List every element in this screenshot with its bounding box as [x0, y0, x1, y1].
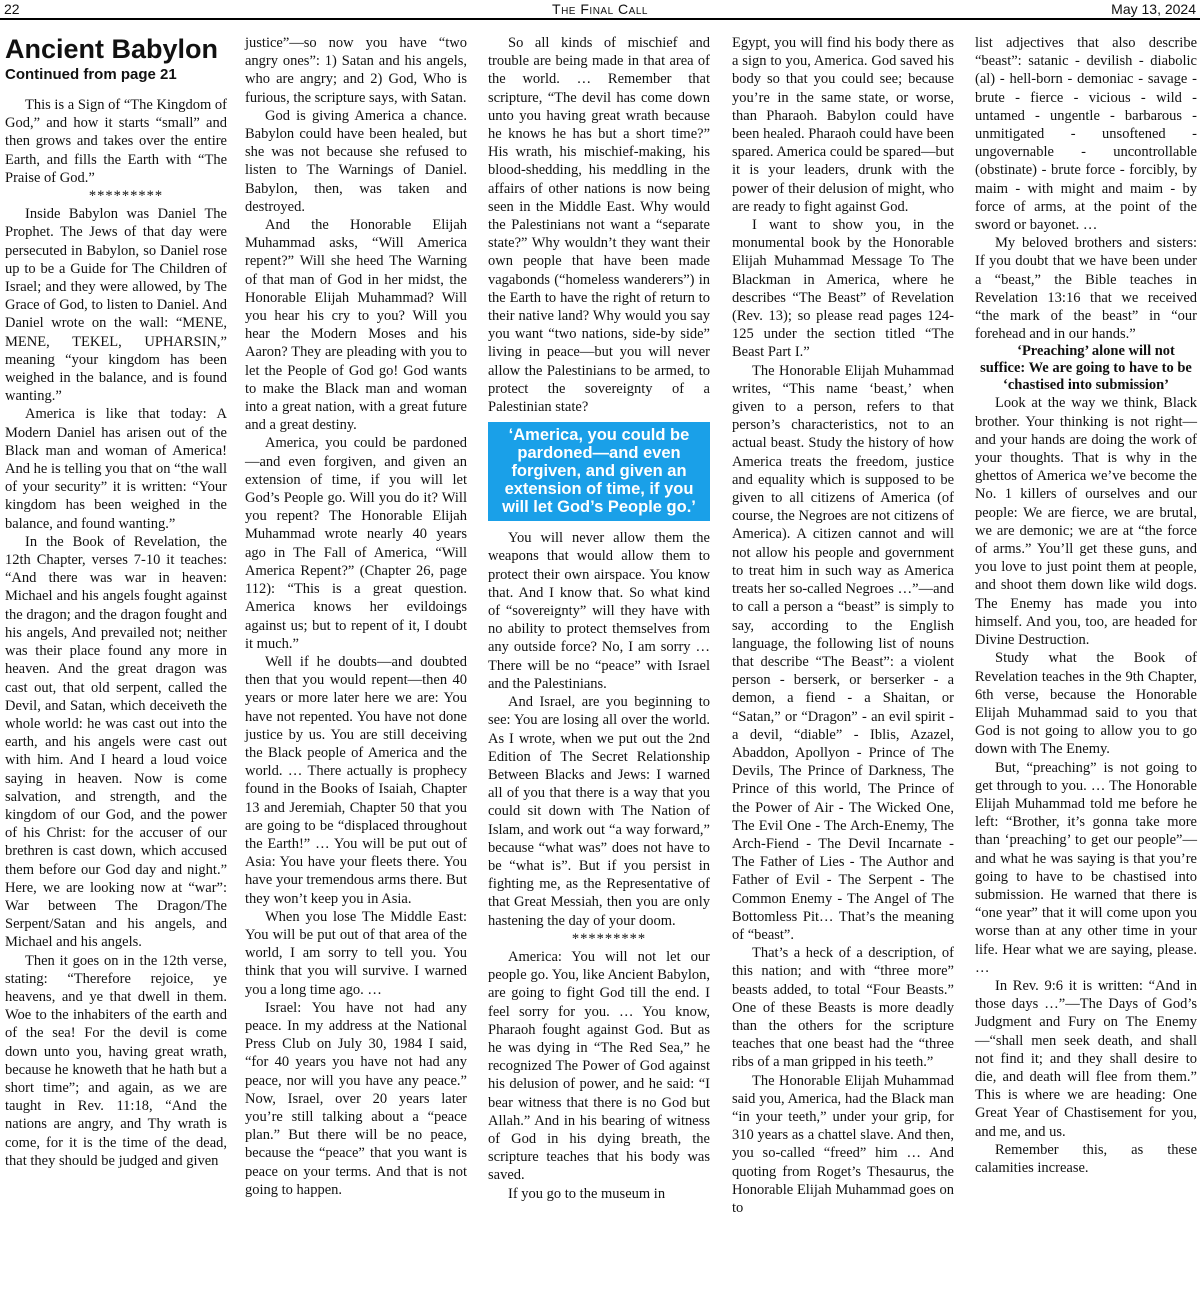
paragraph: Egypt, you will find his body there as a sign to you, America. God saved his body so that you could see; because you’re in the same state, or worse, than Pharaoh. Babylon could have been healed. Pharaoh could have been spared. America could be spared—but it is your leaders, drunk with the power of their delusion of might, who are ready to fight against God.	[732, 35, 954, 215]
column-1	[5, 34, 227, 1170]
paragraph: My beloved brothers and sisters: If you doubt that we have been under a “beast,” the Bible teaches in Revelation 13:16 that we received “the mark of the beast” in “our forehead and in our hands.”	[975, 235, 1197, 343]
pull-quote: ‘America, you could be pardoned—and even forgiven, and given an extension of time, if you will let God’s People go.’	[488, 422, 710, 521]
paragraph: You will never allow them the weapons that would allow them to protect their own airspace. You know that. And I know that. So what kind of “sovereignty” will they have with no ability to protect themselves from any outside force? No, I am sorry … There will be no “peace” with Israel and the Palestinians.	[488, 530, 710, 692]
paragraph: America is like that today: A Modern Daniel has arisen out of the Black man and woman of America! And he is telling you that on “the wall of your security” it is written: “Your kingdom has been weighed in the balance, and found wanting.”	[5, 406, 227, 532]
paragraph: list adjectives that also describe “beast”: satanic - devilish - diabolic (al) - hell-born - demoniac - savage - brute - fierce - vicious - wild - untamed - ungentle - barbarous - unmitigated - unsoftened - ungovernable - uncontrollable (obstinate) - brute force - forcibly, by maim - with might and maim - by force of arms, at the point of the sword or bayonet. …	[975, 35, 1197, 234]
paragraph: Study what the Book of Revelation teaches in the 9th Chapter, 6th verse, because the Honorable Elijah Muhammad said to you that God is not going to allow you to go down with The Enemy.	[975, 650, 1197, 758]
paragraph: This is a Sign of “The Kingdom of God,” and how it starts “small” and then grows and takes over the entire Earth, and fills the Earth with “The Praise of God.”	[5, 97, 227, 186]
paragraph: America, you could be pardoned—and even forgiven, and given an extension of time, if you will let God’s People go. Will you do it? Will you repent? The Honorable Elijah Muhammad wrote nearly 40 years ago in The Fall of America, “Will America Repent?” (Chapter 26, page 112): “This is a great question. America knows her evildoings against us; but to repent of it, I doubt it much.”	[245, 435, 467, 652]
paragraph: justice”—so now you have “two angry ones”: 1) Satan and his angels, who are angry; and 2) God, Who is furious, the scripture says, with Satan.	[245, 35, 467, 106]
page-header	[0, 0, 1200, 20]
paragraph: Look at the way we think, Black brother. Your thinking is not right—and your hands are doing the work of your thoughts. That is why in the ghettos of America we’ve become the No. 1 killers of ourselves and our people: We are fierce, we are brutal, we are demonic; we are at “the force of arms.” You’ll get these guns, and you love to just point them at people, and shoot them down like wild dogs. The Enemy has made you into himself. And you, too, are headed for Divine Destruction.	[975, 395, 1197, 649]
page-number: 22	[4, 1, 20, 17]
section-separator: *********	[88, 188, 164, 205]
column-4	[732, 34, 954, 1217]
publication-name: The Final Call	[552, 1, 648, 17]
paragraph: If you go to the museum in	[508, 1185, 666, 1202]
paragraph: America: You will not let our people go. You, like Ancient Babylon, are going to fight God till the end. I feel sorry for you. … You know, Pharaoh fought against God. But as he was dying in “The Red Sea,” he recognized The Power of God against his delusion of power, and he said: “I bear witness that there is no God but Allah.” And in his bearing of witness of God in his dying breath, the scripture teaches that his body was saved.	[488, 948, 710, 1184]
paragraph: Then it goes on in the 12th verse, stating: “Therefore rejoice, ye heavens, and ye that dwell in them. Woe to the inhabiters of the earth and of the sea! For the devil is come down unto you, having great wrath, because he knoweth that he hath but a short time”; and again, as we are taught in Rev. 11:18, “And the nations are angry, and Thy wrath is come, for it is the time of the dead, that they should be judged and given	[5, 952, 227, 1169]
issue-date: May 13, 2024	[1111, 1, 1196, 17]
column-3	[488, 34, 710, 1203]
paragraph: So all kinds of mischief and trouble are being made in that area of the world. … Remember that scripture, “The devil has come down unto you having great wrath because he knows he has but a short time?” His wrath, his mischief-making, his blood-shedding, his meddling in the affairs of other nations is now being seen in the Middle East. Why would the Palestinians not want a “separate state?” Why wouldn’t they want their own people that have been made vagabonds (“homeless wanderers”) in the Earth to have the right of return to their native land? Why would you say you want “two nations, side-by side” living in peace—but you will never allow the Palestinians to be armed, to protect the sovereignty of a Palestinian state?	[488, 35, 710, 416]
paragraph: Remember this, as these calamities increase.	[975, 1141, 1197, 1176]
article-continuation: Continued from page 21	[5, 66, 177, 83]
paragraph: Inside Babylon was Daniel The Prophet. The Jews of that day were persecuted in Babylon, so Daniel rose up to be a Guide for The Children of Israel; and they were allowed, by The Grace of God, to listen to Daniel. And Daniel wrote on the wall: “MENE, MENE, TEKEL, UPHARSIN,” meaning “your kingdom has been weighed in the balance, and is found wanting.”	[5, 206, 227, 405]
paragraph: In the Book of Revelation, the 12th Chapter, verses 7-10 it teaches: “And there was war in heaven: Michael and his angels fought against the dragon; and the dragon fought and his angels, And prevailed not; neither was their place found any more in heaven. And the great dragon was cast out, that old serpent, called the Devil, and Satan, which deceiveth the whole world: he was cast out into the earth, and his angels were cast out with him. And I heard a loud voice saying in heaven. Now is come salvation, and strength, and the kingdom of our God, and the power of his Christ: for the accuser of our brethren is cast down, which accused them before our God day and night.” Here, we are looking now at “war”: War between The Dragon/The Serpent/Satan and his angels, and Michael and his angels.	[5, 533, 227, 951]
paragraph: Well if he doubts—and doubted then that you would repent—then 40 years or more later here we are: You have not repented. You have not done justice by us. You are still deceiving the Black people of America and the world. … There actually is prophecy found in the Books of Isaiah, Chapter 13 and Jeremiah, Chapter 50 that you are going to be “displaced throughout the Earth!” … You will be put out of Asia: You have your fleets there. You have your tremendous arms there. But they won’t keep you in Asia.	[245, 653, 467, 907]
column-5	[975, 34, 1197, 1177]
paragraph: When you lose The Middle East: You will be put out of that area of the world, I am sorry to tell you. You think that you will survive. I warned you a long time ago. …	[245, 908, 467, 998]
paragraph: But, “preaching” is not going to get through to you. … The Honorable Elijah Muhammad told me before he left: “Brother, it’s gonna take more than ‘preaching’ to get our people”—and what he was saying is that you’re going to have to be chastised into submission. He warned that there is “one year” that it will come upon you worse than at any other time in your life. Hear what we are saying, please. …	[975, 759, 1197, 976]
section-separator: *********	[571, 930, 647, 947]
paragraph: And Israel, are you beginning to see: You are losing all over the world. As I wrote, when we put out the 2nd Edition of The Secret Relationship Between Blacks and Jews: I warned all of you that there is a way that you could sit down with The Nation of Islam, and work out “a way forward,” because “what was” does not have to be “what is”. But if you persist in fighting me, as the Representative of that Great Messiah, then you are only hastening the day of your doom.	[488, 694, 710, 929]
paragraph: That’s a heck of a description, of this nation; and with “three more” beasts added, to total “Four Beasts.” One of these Beasts is more deadly than the others for the scripture teaches that one beast had the “three ribs of a man gripped in his teeth.”	[732, 945, 954, 1071]
column-2	[245, 34, 467, 1199]
paragraph: I want to show you, in the monumental book by the Honorable Elijah Muhammad Message To The Blackman in America, where he describes “The Beast” of Revelation (Rev. 13); so please read pages 124-125 under the section titled “The Beast Part I.”	[732, 217, 954, 361]
paragraph: In Rev. 9:6 it is written: “And in those days …”—The Days of God’s Judgment and Fury on The Enemy—“shall men seek death, and shall not find it; and they shall desire to die, and death will flee from them.” This is where we are heading: One Great Year of Chastisement for you, and me, and us.	[975, 977, 1197, 1140]
paragraph: God is giving America a chance. Babylon could have been healed, but she was not because she refused to listen to The Warnings of Daniel. Babylon, then, was taken and destroyed.	[245, 107, 467, 215]
paragraph: The Honorable Elijah Muhammad said you, America, had the Black man “in your teeth,” under your grip, for 310 years as a chattel slave. And then, you so-called “freed” him … And quoting from Roget’s Thesaurus, the Honorable Elijah Muhammad goes on to	[732, 1072, 954, 1216]
article-title: Ancient Babylon	[5, 34, 219, 64]
paragraph: The Honorable Elijah Muhammad writes, “This name ‘beast,’ when given to a person, refers to that person’s characteristics, not to an actual beast. Study the history of how America treats the freedom, justice and equality which is supposed to be given to all citizens of America (of course, the Negroes are not citizens of America). A citizen cannot and will not allow his people and government to treat him in such way as America treats her so-called Negroes …”—and to call a person a “beast” is simply to say, according to the English language, the following list of nouns that describe “The Beast”: a violent person - berserk, or berserker - a demon, a fiend - a Shaitan, or “Satan,” or “Dragon” - an evil spirit - a devil, “diable” - Iblis, Azazel, Abaddon, Apollyon - Prince of The Devils, The Prince of Darkness, The Prince of this world, The Prince of the Power of Air - The Wicked One, The Evil One - The Arch-Enemy, The Arch-Fiend - The Devil Incarnate - The Father of Lies - The Author and Father of Evil - The Serpent - The Common Enemy - The Angel of The Bottomless Pit… That’s the meaning of “beast”.	[732, 362, 954, 943]
paragraph: And the Honorable Elijah Muhammad asks, “Will America repent?” Will she heed The Warning of that man of God in her midst, the Honorable Elijah Muhammad? Will you hear his cry to you? Will you hear the Modern Moses and his Aaron? They are pleading with you to let the People of God go! God wants to make the Black man and woman into a great nation, with a great future and a great destiny.	[245, 217, 467, 434]
paragraph: Israel: You have not had any peace. In my address at the National Press Club on July 30, 1984 I said, “for 40 years you have not had any peace, nor will you have any peace.” Now, Israel, over 20 years later you’re still talking about a “peace plan.” But there will be no peace, because the “peace” that you want is peace on your terms. And that is not going to happen.	[245, 999, 467, 1198]
section-subhead: ‘Preaching’ alone will not suffice: We are going to have to be ‘chastised into submission’	[980, 343, 1192, 394]
